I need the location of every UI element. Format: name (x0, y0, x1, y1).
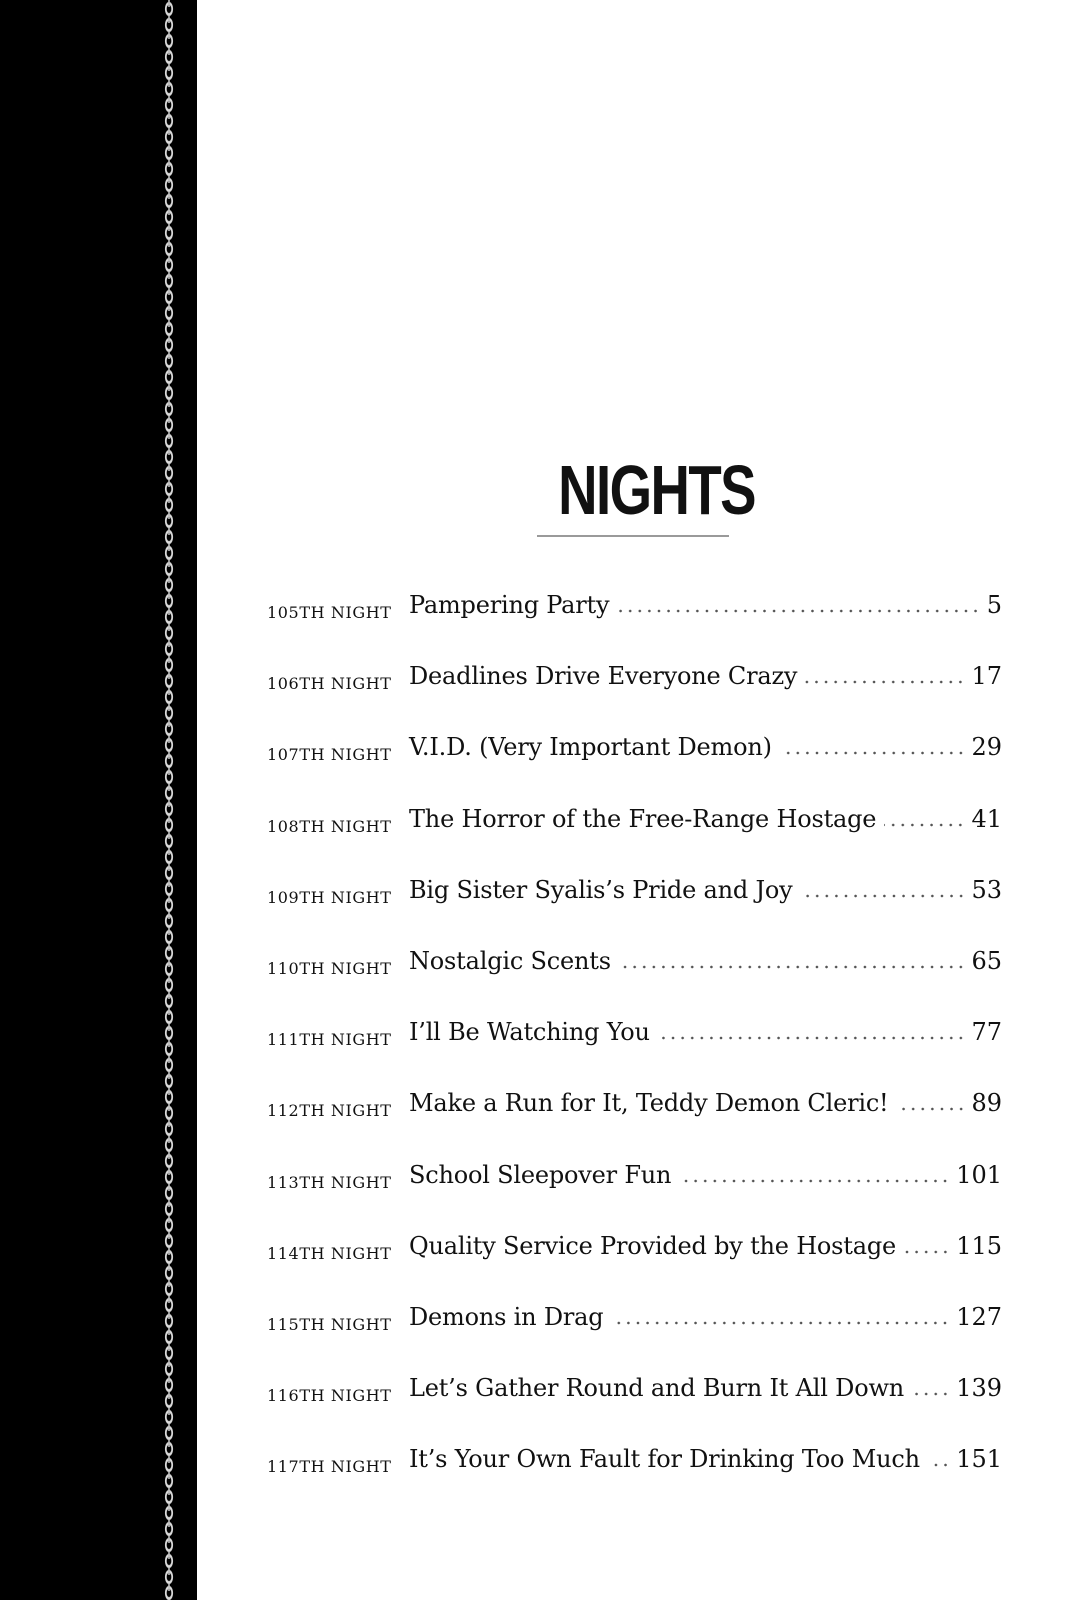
dot-leader (897, 1107, 966, 1111)
side-band (0, 0, 197, 1600)
page-number: 65 (971, 946, 1002, 975)
toc-row[interactable] (267, 1160, 1002, 1231)
chapter-title: Deadlines Drive Everyone Crazy (409, 662, 798, 691)
dot-leader (801, 894, 966, 898)
chapter-title: Nostalgic Scents (409, 946, 611, 975)
night-label: 106TH NIGHT (267, 674, 392, 694)
night-label: 114TH NIGHT (267, 1243, 392, 1263)
toc-entry (409, 1444, 1002, 1474)
chapter-title: Make a Run for It, Teddy Demon Cleric! (409, 1089, 889, 1118)
toc-entry (409, 1231, 1002, 1261)
page-title: NIGHTS (558, 451, 756, 529)
chapter-title: Demons in Drag (409, 1302, 604, 1331)
toc-row[interactable] (267, 1373, 1002, 1444)
night-label: 115TH NIGHT (267, 1314, 392, 1334)
night-label: 108TH NIGHT (267, 816, 392, 836)
toc-row[interactable] (267, 1444, 1002, 1515)
night-label: 109TH NIGHT (267, 887, 392, 907)
chapter-title: Let’s Gather Round and Burn It All Down (409, 1374, 905, 1403)
toc-row[interactable] (267, 1088, 1002, 1159)
dot-leader (805, 680, 965, 684)
night-label: 110TH NIGHT (267, 958, 392, 978)
title-underline (537, 535, 729, 537)
page-number: 89 (971, 1089, 1002, 1118)
dot-leader (904, 1250, 950, 1254)
page-number: 5 (986, 591, 1002, 619)
chapter-title: School Sleepover Fun (409, 1160, 672, 1189)
toc-row[interactable] (267, 946, 1002, 1017)
chapter-title: I’ll Be Watching You (409, 1018, 650, 1047)
chapter-title: Pampering Party (409, 591, 610, 619)
page-number: 127 (956, 1302, 1002, 1331)
night-label: 113TH NIGHT (267, 1172, 392, 1192)
chapter-title: Big Sister Syalis’s Pride and Joy (409, 875, 793, 904)
toc-row[interactable] (267, 804, 1002, 875)
chapter-title: V.I.D. (Very Important Demon) (409, 733, 772, 762)
toc-row[interactable] (267, 1231, 1002, 1302)
page-number: 17 (971, 662, 1002, 691)
dot-leader (611, 1321, 950, 1325)
night-label: 117TH NIGHT (267, 1457, 392, 1477)
toc-row[interactable] (267, 1302, 1002, 1373)
toc-entry (409, 661, 1002, 691)
page-number: 41 (971, 804, 1002, 833)
chapter-title: Quality Service Provided by the Hostage (409, 1231, 897, 1260)
chapter-title: It’s Your Own Fault for Drinking Too Much (409, 1445, 920, 1474)
night-label: 112TH NIGHT (267, 1101, 392, 1121)
page-number: 101 (956, 1160, 1002, 1189)
toc-entry (409, 1160, 1002, 1190)
page-number: 151 (956, 1445, 1002, 1474)
page-number: 115 (956, 1231, 1002, 1260)
toc-entry (409, 946, 1002, 976)
dot-leader (912, 1392, 950, 1396)
toc-entry (409, 1088, 1002, 1118)
toc-entry (409, 1017, 1002, 1047)
dot-leader (619, 965, 966, 969)
toc-row[interactable] (267, 1017, 1002, 1088)
dot-leader (617, 609, 980, 613)
table-of-contents (267, 590, 1002, 1515)
toc-row[interactable] (267, 590, 1002, 661)
night-label: 105TH NIGHT (267, 603, 392, 622)
dot-leader (658, 1036, 966, 1040)
toc-row[interactable] (267, 661, 1002, 732)
dot-leader (679, 1179, 950, 1183)
toc-entry (409, 804, 1002, 834)
page-number: 77 (971, 1018, 1002, 1047)
toc-row[interactable] (267, 732, 1002, 803)
chapter-title: The Horror of the Free-Range Hostage (409, 804, 877, 833)
toc-entry (409, 875, 1002, 905)
toc-entry (409, 590, 1002, 620)
page-number: 29 (971, 733, 1002, 762)
dot-leader (884, 823, 965, 827)
night-label: 116TH NIGHT (267, 1386, 392, 1406)
night-label: 111TH NIGHT (267, 1030, 392, 1050)
title-block (537, 451, 756, 537)
night-label: 107TH NIGHT (267, 745, 392, 765)
toc-row[interactable] (267, 875, 1002, 946)
page-number: 53 (971, 875, 1002, 904)
toc-entry (409, 732, 1002, 762)
dot-leader (780, 751, 966, 755)
dot-leader (928, 1463, 950, 1467)
toc-entry (409, 1373, 1002, 1403)
page-number: 139 (956, 1374, 1002, 1403)
toc-entry (409, 1302, 1002, 1332)
chain-decoration (162, 0, 176, 1600)
